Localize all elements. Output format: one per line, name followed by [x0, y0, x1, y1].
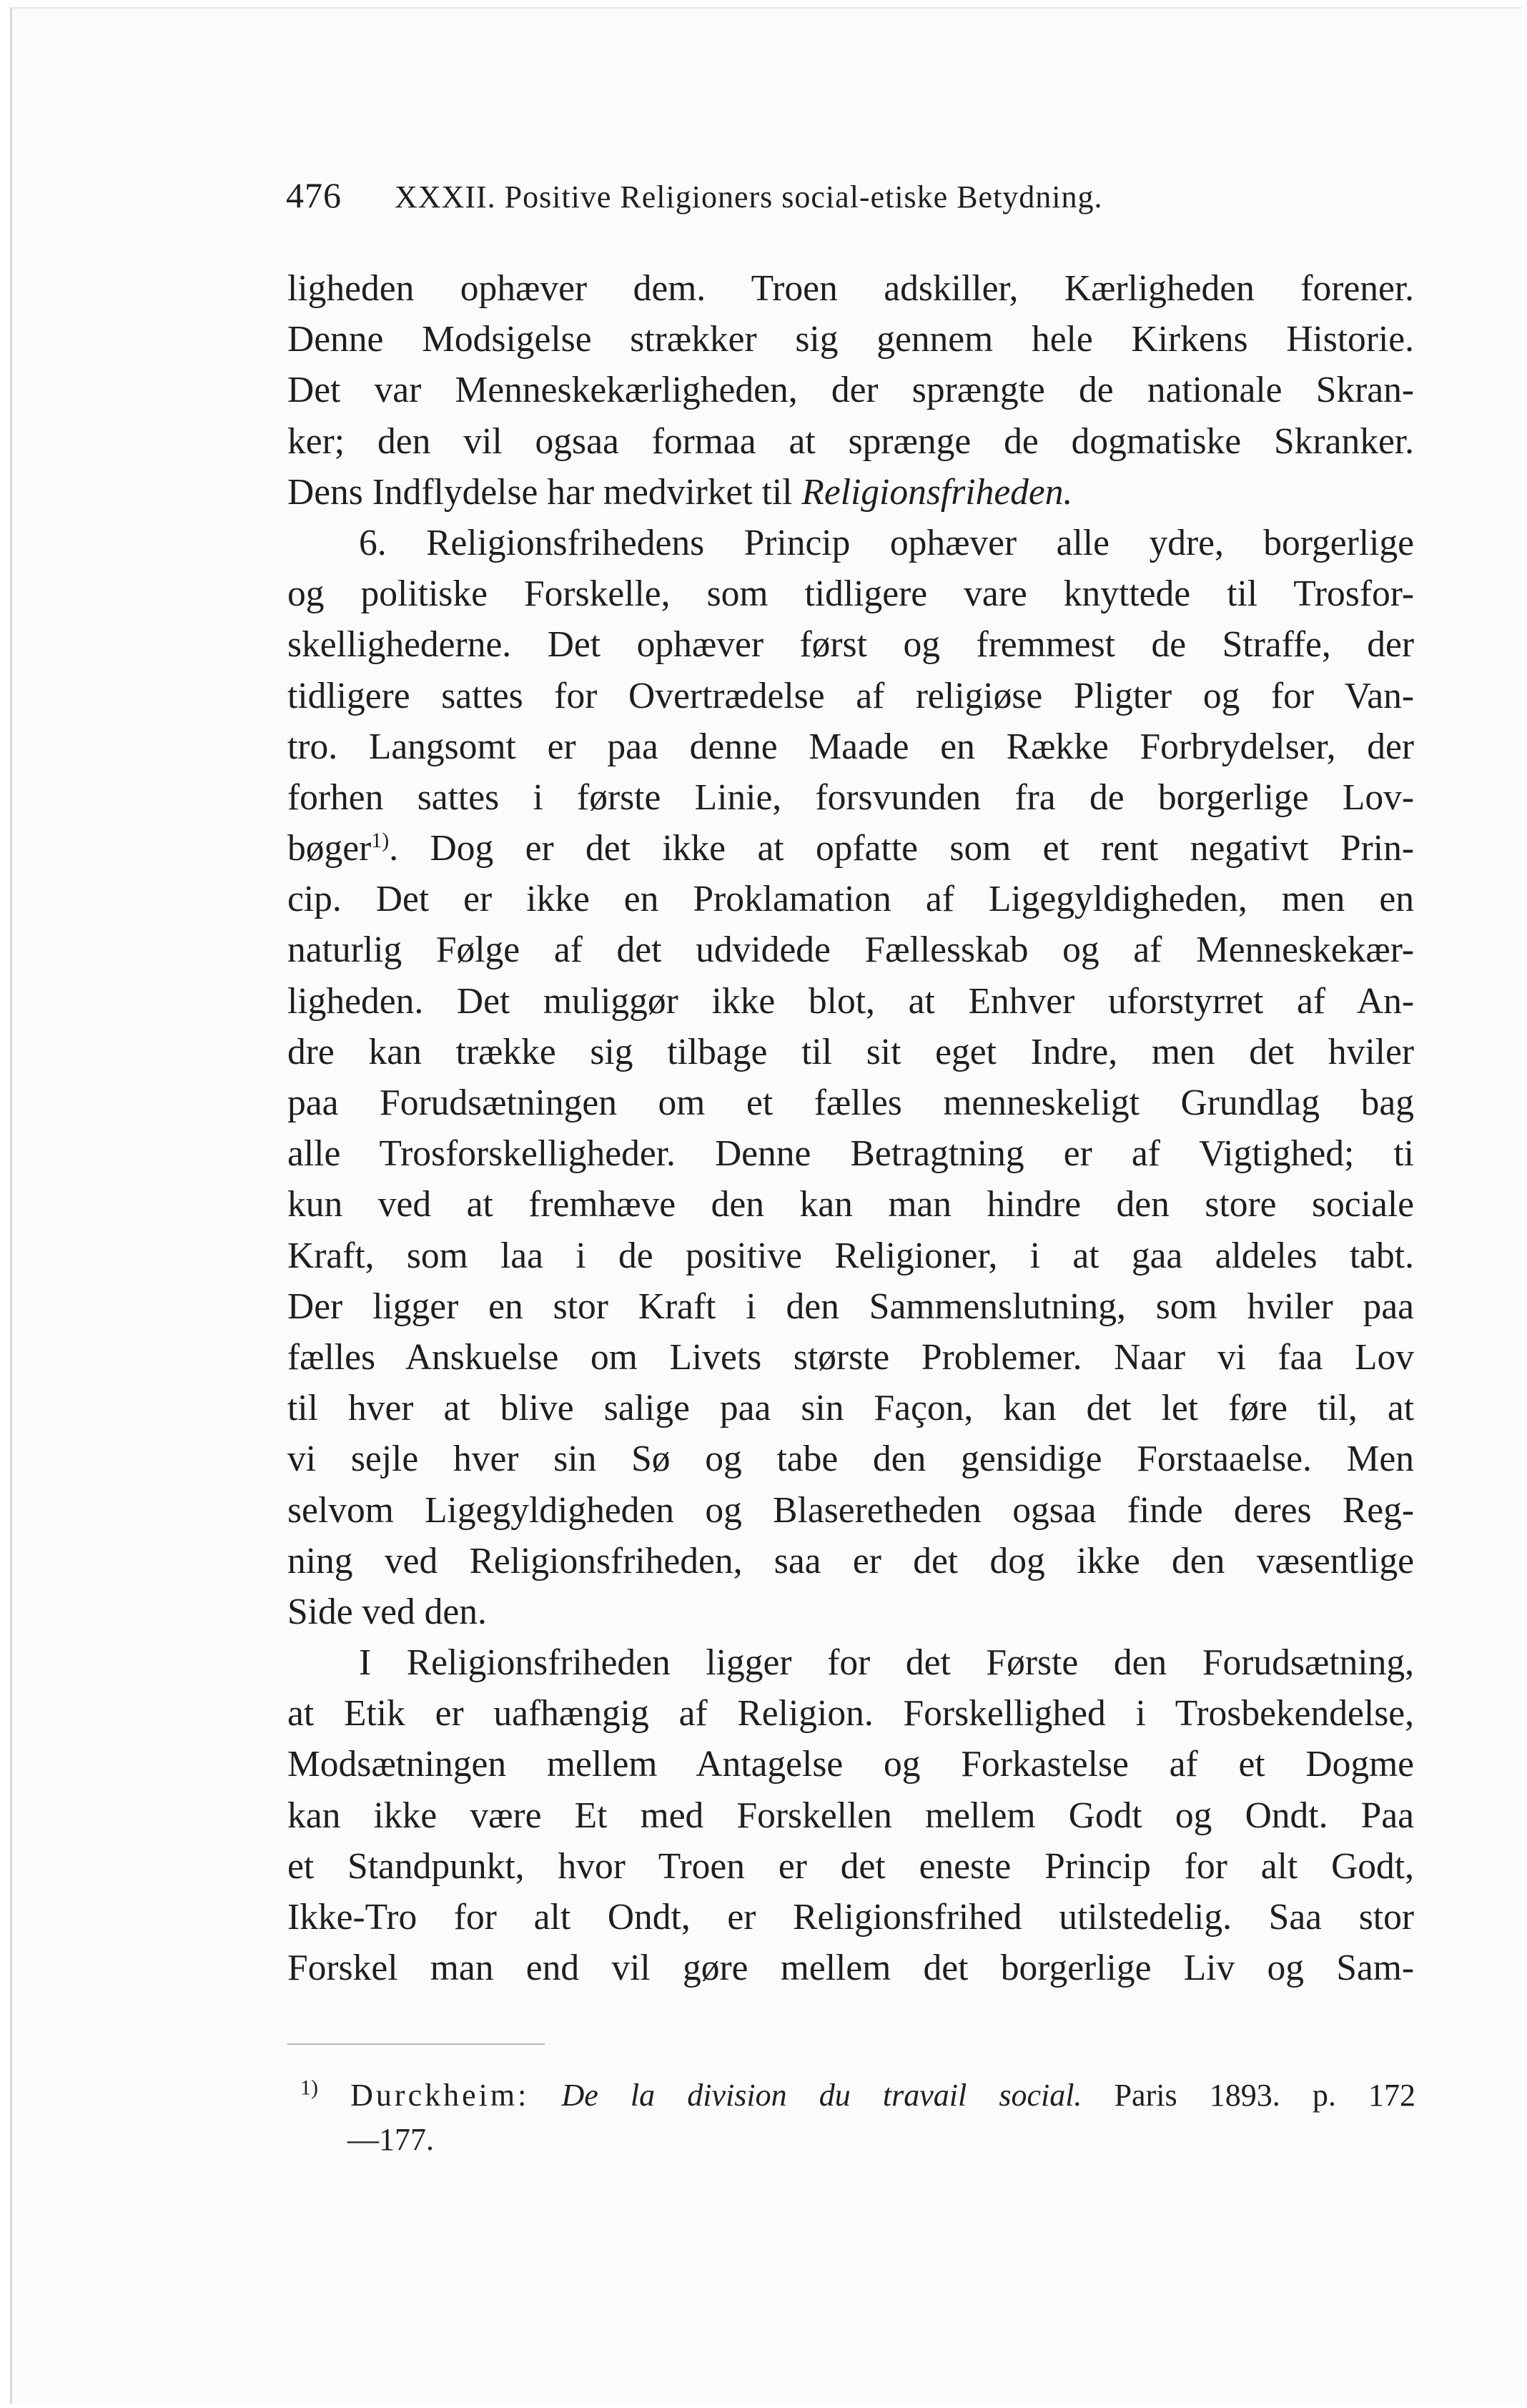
running-header — [286, 174, 1287, 216]
text-line: Modsætningen mellem Antagelse og Forkastelse af et Dogme — [287, 1744, 1414, 1785]
text-line: ligheden ophæver dem. Troen adskiller, Kærligheden forener. — [287, 268, 1414, 309]
text-line: cip. Det er ikke en Proklamation af Ligegyldigheden, men en — [287, 879, 1414, 920]
text-line: paa Forudsætningen om et fælles menneskeligt Grundlag bag — [287, 1082, 1414, 1123]
text-line: at Etik er uafhængig af Religion. Forskellighed i Trosbekendelse, — [287, 1693, 1414, 1735]
text-line: alle Trosforskelligheder. Denne Betragtning er af Vigtighed; ti — [287, 1133, 1414, 1175]
text-line: Side ved den. — [287, 1591, 487, 1632]
running-title: XXXII. Positive Religioners social-etiske Betydning. — [395, 179, 1103, 214]
footnote — [300, 2073, 1415, 2162]
text-line: Forskel man end vil gøre mellem det borgerlige Liv og Sam- — [287, 1948, 1414, 1989]
text-line: ning ved Religionsfriheden, saa er det dog ikke den væsentlige — [287, 1540, 1414, 1582]
text-line: skellighederne. Det ophæver først og fremmest de Straffe, der — [287, 624, 1414, 666]
footnote-divider — [287, 2043, 545, 2045]
page-number: 476 — [286, 175, 342, 215]
text-line: Der ligger en stor Kraft i den Sammenslutning, som hviler paa — [287, 1286, 1414, 1327]
footnote-line — [300, 2073, 1415, 2118]
text-line: Det var Menneskekærligheden, der sprængte de nationale Skran- — [287, 370, 1414, 411]
text-line: Ikke-Tro for alt Ondt, er Religionsfrihed utilstedelig. Saa stor — [287, 1897, 1414, 1938]
text-line: naturlig Følge af det udvidede Fællesskab og af Menneskekær- — [287, 929, 1414, 971]
text-line: og politiske Forskelle, som tidligere vare knyttede til Trosfor- — [287, 573, 1414, 615]
text-segment: . Dog er det ikke at opfatte som et rent negativt Prin- — [389, 828, 1414, 869]
text-line: kun ved at fremhæve den kan man hindre den store sociale — [287, 1184, 1414, 1225]
body-text — [287, 263, 1414, 1993]
text-line: forhen sattes i første Linie, forsvunden fra de borgerlige Lov- — [287, 776, 1414, 818]
footnote-continuation: —177. — [347, 2122, 434, 2157]
text-line: dre kan trække sig tilbage til sit eget Indre, men det hviler — [287, 1031, 1414, 1072]
text-line: tidligere sattes for Overtrædelse af religiøse Pligter og for Van- — [287, 675, 1414, 716]
paragraph-3-start: I Religionsfriheden ligger for det Første den Forudsætning, — [359, 1642, 1414, 1684]
text-line: et Standpunkt, hvor Troen er det eneste Princip for alt Godt, — [287, 1845, 1414, 1887]
text-segment: Dens Indflydelse har medvirket til — [287, 471, 802, 513]
footnote-details: Paris 1893. p. 172 — [1114, 2078, 1415, 2113]
text-line: kan ikke være Et med Forskellen mellem Godt og Ondt. Paa — [287, 1795, 1414, 1836]
text-line: tro. Langsomt er paa denne Maade en Række Forbrydelser, der — [287, 726, 1414, 767]
emphasis-religionsfriheden: Religionsfriheden. — [801, 471, 1073, 513]
text-line: fælles Anskuelse om Livets største Problemer. Naar vi faa Lov — [287, 1336, 1414, 1378]
text-line: selvom Ligegyldigheden og Blaseretheden ogsaa finde deres Reg- — [287, 1489, 1414, 1531]
paragraph-6-start: 6. Religionsfrihedens Princip ophæver alle ydre, borgerlige — [359, 522, 1414, 563]
footnote-marker: 1) — [300, 2076, 318, 2100]
text-line — [287, 467, 1414, 518]
text-line: Denne Modsigelse strækker sig gennem hele Kirkens Historie. — [287, 319, 1414, 360]
footnote-reference[interactable]: 1) — [371, 828, 390, 852]
text-line: ker; den vil ogsaa formaa at sprænge de dogmatiske Skranker. — [287, 420, 1414, 462]
text-line: til hver at blive salige paa sin Façon, kan det let føre til, at — [287, 1388, 1414, 1429]
footnote-author: Durckheim: — [350, 2078, 530, 2113]
footnote-title: De la division du travail social. — [561, 2078, 1082, 2113]
text-line: ligheden. Det muliggør ikke blot, at Enhver uforstyrret af An- — [287, 980, 1414, 1022]
text-segment: bøger — [287, 828, 372, 869]
text-line — [287, 823, 1414, 874]
text-line: vi sejle hver sin Sø og tabe den gensidige Forstaaelse. Men — [287, 1439, 1414, 1480]
text-line: Kraft, som laa i de positive Religioner, i at gaa aldeles tabt. — [287, 1235, 1414, 1276]
